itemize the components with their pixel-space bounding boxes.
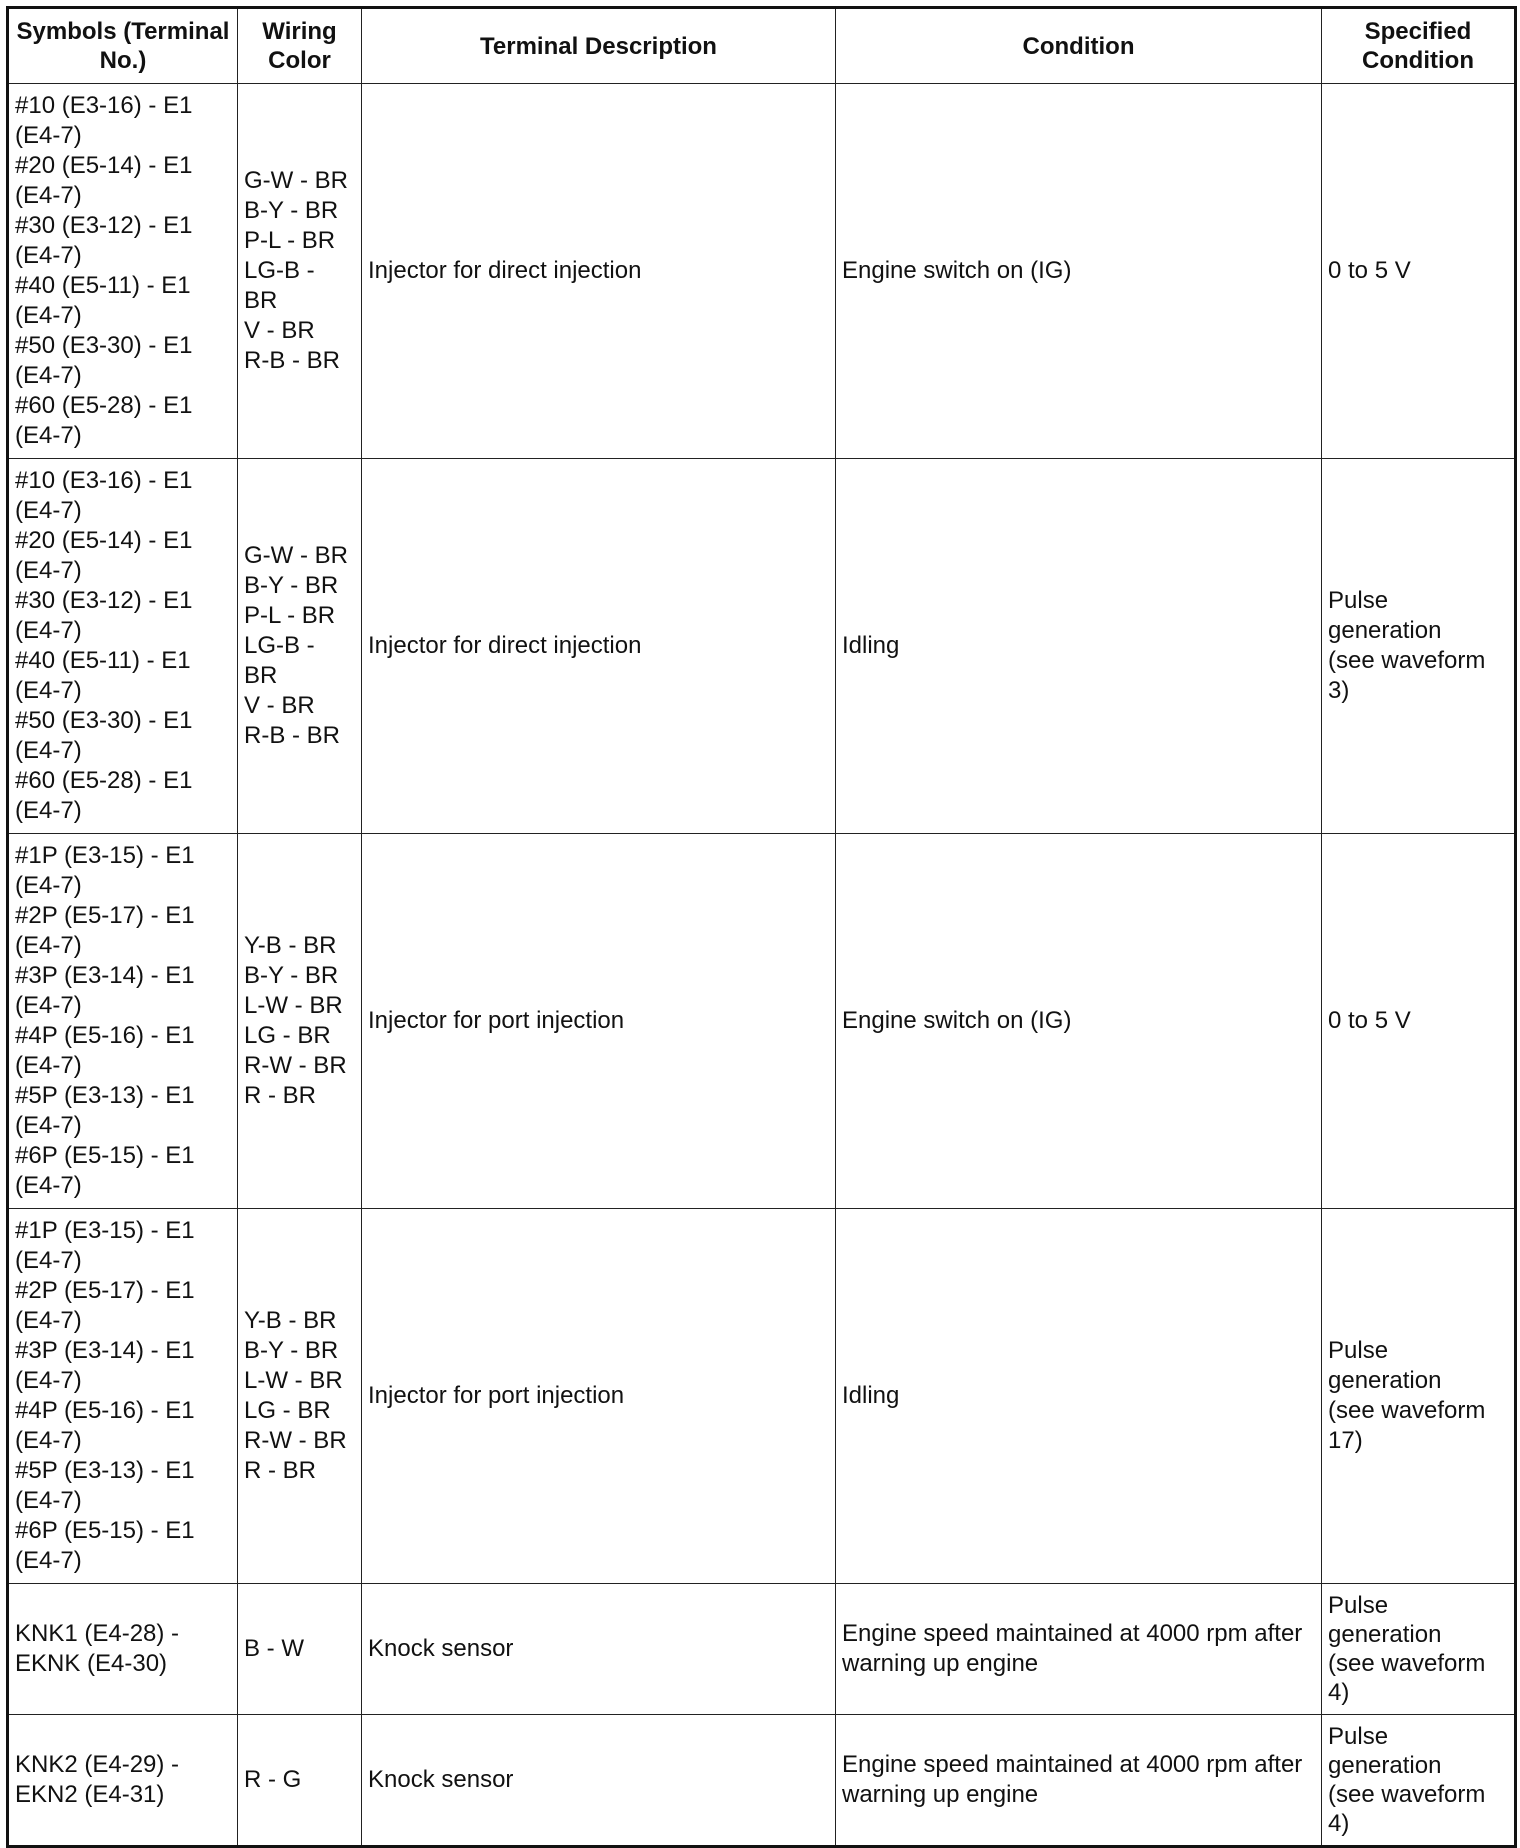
- header-row: [8, 8, 1516, 84]
- header-specified-condition: Specified Condition: [1322, 8, 1516, 84]
- header-condition: Condition: [836, 8, 1322, 84]
- cell-symbols: #10 (E3-16) - E1 (E4-7) #20 (E5-14) - E1 (E4-7) #30 (E3-12) - E1 (E4-7) #40 (E5-11) - E1 (E4-7) #50 (E3-30) - E1 (E4-7) #60 (E5-28) - E1 (E4-7): [8, 84, 238, 459]
- cell-terminal-description: Injector for direct injection: [362, 459, 836, 834]
- cell-symbols: KNK2 (E4-29) - EKN2 (E4-31): [8, 1715, 238, 1847]
- cell-terminal-description: Knock sensor: [362, 1584, 836, 1715]
- cell-specified-condition: 0 to 5 V: [1322, 84, 1516, 459]
- cell-specified-condition: Pulse generation (see waveform 4): [1322, 1584, 1516, 1715]
- header-terminal-description: Terminal Description: [362, 8, 836, 84]
- header-symbols: Symbols (Terminal No.): [8, 8, 238, 84]
- cell-condition: Engine switch on (IG): [836, 834, 1322, 1209]
- cell-wiring-color: R - G: [238, 1715, 362, 1847]
- table-row: [8, 84, 1516, 459]
- cell-wiring-color: B - W: [238, 1584, 362, 1715]
- cell-wiring-color: Y-B - BR B-Y - BR L-W - BR LG - BR R-W - BR R - BR: [238, 1209, 362, 1584]
- cell-terminal-description: Injector for port injection: [362, 1209, 836, 1584]
- cell-symbols: #1P (E3-15) - E1 (E4-7) #2P (E5-17) - E1 (E4-7) #3P (E3-14) - E1 (E4-7) #4P (E5-16) - E1 (E4-7) #5P (E3-13) - E1 (E4-7) #6P (E5-15) - E1 (E4-7): [8, 834, 238, 1209]
- header-wiring-color: Wiring Color: [238, 8, 362, 84]
- table-row: [8, 834, 1516, 1209]
- cell-symbols: KNK1 (E4-28) - EKNK (E4-30): [8, 1584, 238, 1715]
- cell-specified-condition: Pulse generation (see waveform 4): [1322, 1715, 1516, 1847]
- cell-condition: Engine speed maintained at 4000 rpm after warning up engine: [836, 1584, 1322, 1715]
- cell-terminal-description: Injector for port injection: [362, 834, 836, 1209]
- cell-terminal-description: Injector for direct injection: [362, 84, 836, 459]
- cell-condition: Engine speed maintained at 4000 rpm after warning up engine: [836, 1715, 1322, 1847]
- terminal-spec-table: [6, 6, 1517, 1848]
- cell-terminal-description: Knock sensor: [362, 1715, 836, 1847]
- cell-specified-condition: Pulse generation (see waveform 17): [1322, 1209, 1516, 1584]
- cell-wiring-color: G-W - BR B-Y - BR P-L - BR LG-B - BR V - BR R-B - BR: [238, 459, 362, 834]
- cell-specified-condition: 0 to 5 V: [1322, 834, 1516, 1209]
- cell-specified-condition: Pulse generation (see waveform 3): [1322, 459, 1516, 834]
- table-row: [8, 1584, 1516, 1715]
- cell-symbols: #10 (E3-16) - E1 (E4-7) #20 (E5-14) - E1 (E4-7) #30 (E3-12) - E1 (E4-7) #40 (E5-11) - E1 (E4-7) #50 (E3-30) - E1 (E4-7) #60 (E5-28) - E1 (E4-7): [8, 459, 238, 834]
- table-row: [8, 459, 1516, 834]
- table-row: [8, 1209, 1516, 1584]
- terminal-spec-table-container: [6, 6, 1514, 1848]
- cell-condition: Engine switch on (IG): [836, 84, 1322, 459]
- cell-condition: Idling: [836, 459, 1322, 834]
- cell-wiring-color: G-W - BR B-Y - BR P-L - BR LG-B - BR V - BR R-B - BR: [238, 84, 362, 459]
- cell-wiring-color: Y-B - BR B-Y - BR L-W - BR LG - BR R-W - BR R - BR: [238, 834, 362, 1209]
- cell-symbols: #1P (E3-15) - E1 (E4-7) #2P (E5-17) - E1 (E4-7) #3P (E3-14) - E1 (E4-7) #4P (E5-16) - E1 (E4-7) #5P (E3-13) - E1 (E4-7) #6P (E5-15) - E1 (E4-7): [8, 1209, 238, 1584]
- cell-condition: Idling: [836, 1209, 1322, 1584]
- table-row: [8, 1715, 1516, 1847]
